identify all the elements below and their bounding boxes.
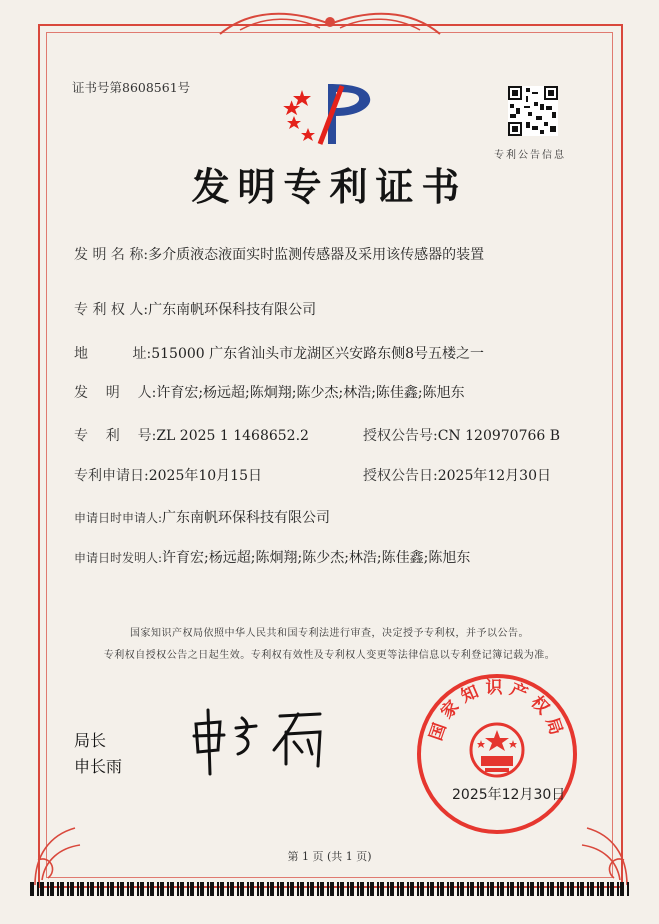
official-seal <box>415 672 579 836</box>
qr-code[interactable] <box>508 86 558 136</box>
page-number: 第 1 页 (共 1 页) <box>287 850 372 863</box>
inventor-at-filing-value: 许育宏;杨远超;陈炯翔;陈少杰;林浩;陈佳鑫;陈旭东 <box>162 550 471 566</box>
certificate-title: 发明专利证书 <box>191 164 468 209</box>
grant-date-value: 2025年12月30日 <box>437 468 551 484</box>
applicant-at-filing-value: 广东南帆环保科技有限公司 <box>162 510 331 526</box>
qr-caption: 专利公告信息 <box>494 150 566 161</box>
inventor-label: 发 明 人: <box>74 385 157 401</box>
field-patentee <box>74 299 316 319</box>
field-grant-date <box>363 465 551 485</box>
inventor-value: 许育宏;杨远超;陈炯翔;陈少杰;林浩;陈佳鑫;陈旭东 <box>156 385 465 401</box>
inventor-at-filing-label: 申请日时发明人: <box>74 551 163 565</box>
certificate-number: 证书号第8608561号 <box>72 80 191 95</box>
field-inventor-at-filing <box>74 547 470 567</box>
grant-pub-no-value: CN 120970766 B <box>437 428 561 444</box>
cnipa-logo <box>280 78 380 152</box>
notice-line-2: 专利权自授权公告之日起生效。专利权有效性及专利权人变更等法律信息以专利登记簿记载为准。 <box>103 650 556 661</box>
patent-no-value: ZL 2025 1 1468652.2 <box>156 428 309 444</box>
handwritten-signature <box>190 706 340 776</box>
grant-pub-no-label: 授权公告号: <box>363 428 438 444</box>
invention-name-value: 多介质液态液面实时监测传感器及采用该传感器的装置 <box>148 247 485 263</box>
barcode <box>30 882 630 896</box>
patentee-value: 广东南帆环保科技有限公司 <box>148 302 317 318</box>
seal-date: 2025年12月30日 <box>452 787 566 803</box>
director-name: 申长雨 <box>74 757 123 776</box>
field-grant-pub-no <box>363 425 560 445</box>
filing-date-label: 专利申请日: <box>74 468 149 484</box>
filing-date-value: 2025年10月15日 <box>148 468 262 484</box>
field-invention-name <box>74 244 484 264</box>
patentee-label: 专 利 权 人: <box>74 302 149 318</box>
field-filing-date <box>74 465 262 485</box>
patent-no-label: 专 利 号: <box>74 428 157 444</box>
director-title: 局长 <box>74 731 107 750</box>
notice-line-1: 国家知识产权局依照中华人民共和国专利法进行审查，决定授予专利权，并予以公告。 <box>130 628 529 639</box>
applicant-at-filing-label: 申请日时申请人: <box>74 511 163 525</box>
address-value: 515000 广东省汕头市龙湖区兴安路东侧8号五楼之一 <box>151 346 485 362</box>
top-ornament <box>210 4 450 44</box>
seal-text: 国家知识产权局 <box>426 678 568 744</box>
field-address <box>74 343 484 363</box>
field-patent-no <box>74 425 309 445</box>
field-inventor <box>74 382 465 402</box>
invention-name-label: 发 明 名 称: <box>74 247 149 263</box>
address-label: 地 址: <box>74 346 152 362</box>
grant-date-label: 授权公告日: <box>363 468 438 484</box>
field-applicant-at-filing <box>74 507 330 527</box>
